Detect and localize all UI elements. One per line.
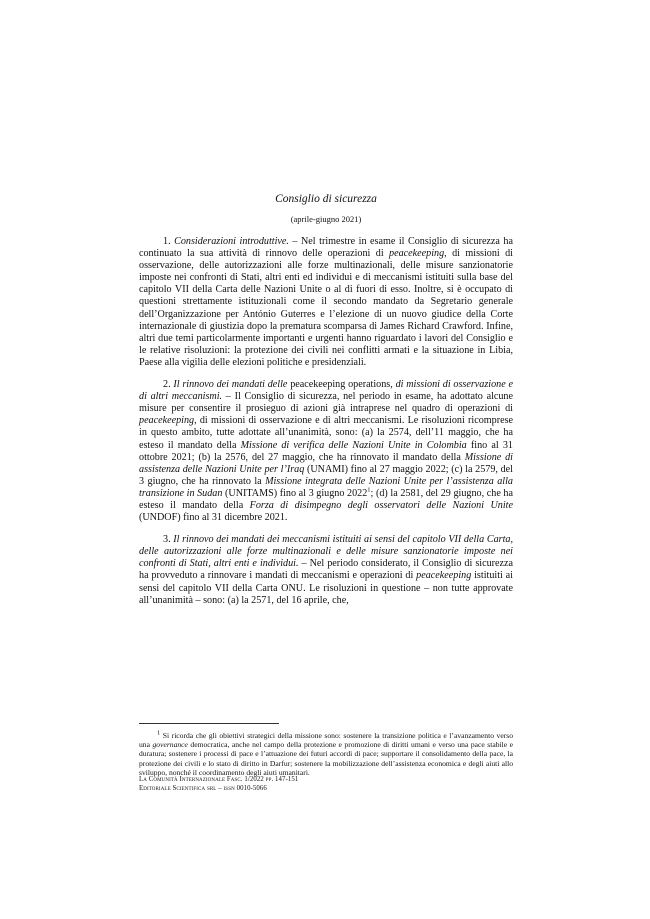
mission-name: Missione di verifica delle Nazioni Unite in Colombia bbox=[240, 439, 467, 451]
italic-term: peacekeeping bbox=[139, 415, 195, 427]
page-subtitle-period: (aprile-giugno 2021) bbox=[290, 214, 362, 224]
paragraph-text: – Nel periodo considerato, il Consiglio di sicurezza ha provveduto a rinnovare i mandati di meccanismi e operazioni di bbox=[139, 558, 513, 582]
section-number: 1. bbox=[163, 236, 175, 247]
paragraph-text: istituiti ai sensi del capitolo VII della Carta ONU. Le risoluzioni in questione – non tutte approvate all’unanimità – sono: (a) la 2571, del 16 aprile, che, bbox=[139, 570, 513, 606]
journal-citation: La Comunità Internazionale Fasc. 1/2022 pp. 147-151 bbox=[139, 776, 299, 783]
section-heading: Considerazioni introduttive. bbox=[174, 236, 289, 247]
footnote-text: democratica, anche nel campo della protezione e promozione di diritti umani e verso una pace stabile e duratura; sostenere i processi di pace e l’attuazione dei futuri accordi di pace; supportare il consolidamento della pace, la protezione dei civili e lo stato di diritto in Darfur; sostenere la mobilizzazione dell’assistenza economica e degli aiuti allo sviluppo, nonché il coordinamento degli aiuti umanitari. bbox=[139, 740, 513, 777]
footnote-divider bbox=[139, 723, 279, 724]
section-heading: Il rinnovo dei mandati dei meccanismi istituiti ai sensi del capitolo VII della Carta, delle autorizzazioni alle forze multinazionali e delle misure sanzionatorie imposte nei confronti di Stati, altri enti e individui. bbox=[139, 534, 513, 570]
mission-name: Missione integrata delle Nazioni Unite per l’assistenza alla transizione in Sudan bbox=[139, 475, 513, 499]
mission-name: Forza di disimpegno degli osservatori delle Nazioni Unite bbox=[249, 499, 513, 511]
footnote-text: Si ricorda che gli obiettivi strategici della missione sono: sostenere la transizione politica e l’avanzamento verso una bbox=[139, 731, 513, 750]
paragraph-section-1 bbox=[139, 236, 513, 369]
document-body bbox=[139, 236, 513, 607]
footnote-1 bbox=[139, 731, 513, 777]
section-heading: Il rinnovo dei mandati delle bbox=[173, 379, 288, 391]
paragraph-text: – Nel trimestre in esame il Consiglio di sicurezza ha continuato la sua attività di rinnovo delle operazioni di bbox=[139, 236, 513, 260]
mission-name: Missione di assistenza delle Nazioni Unite per l’Iraq bbox=[139, 451, 513, 475]
section-heading-roman: peacekeeping operations bbox=[287, 379, 391, 391]
italic-term: peacekeeping bbox=[389, 248, 445, 260]
italic-term: peacekeeping bbox=[416, 570, 472, 582]
paragraph-text: (UNITAMS) fino al 3 giugno 2022 bbox=[222, 487, 368, 499]
paragraph-text: ; (d) la 2581, del 29 giugno, che ha esteso il mandato della bbox=[139, 487, 513, 511]
section-number: 2. bbox=[163, 379, 174, 391]
journal-info bbox=[139, 776, 513, 793]
paragraph-text: , di missioni di osservazione, delle autorizzazioni alle forze multinazionali, delle misure sanzionatorie imposte nei confronti di Stati, altri enti ed individui e di meccanismi istituiti sulla base del capitolo VII della Carta delle Nazioni Unite o al di fuori di esso. Inoltre, si è occupato di questioni strettamente istituzionali come il secondo mandato da Segretario generale dell’Organizzazione per António Guterres e l’elezione di un nuovo giudice della Corte internazionale di giustizia dopo la prematura scomparsa di James Richard Crawford. Infine, altri due temi particolarmente importanti e urgenti hanno riguardato i lavori del Consiglio e le relative risoluzioni: la protezione dei civili nei conflitti armati e la situazione in Libia, Paese alla vigilia delle elezioni politiche e presidenziali. bbox=[139, 248, 513, 368]
paragraph-section-2 bbox=[139, 379, 513, 524]
paragraph-text: (UNAMI) fino al 27 maggio 2022; (c) la 2579, del 3 giugno, che ha rinnovato la bbox=[139, 463, 513, 487]
publisher-issn: Editoriale Scientifica srl – issn 0010-5066 bbox=[139, 784, 267, 792]
paragraph-text: , di missioni di osservazione e di altri meccanismi. Le risoluzioni ricomprese in questo ambito, tutte adottate all’unanimità, sono: (a) la 2574, dell’11 maggio, che ha esteso il mandato della bbox=[139, 415, 513, 451]
footnote bbox=[139, 731, 513, 777]
paragraph-text: (UNDOF) fino al 31 dicembre 2021. bbox=[139, 512, 288, 524]
italic-term: governance bbox=[152, 740, 188, 750]
paragraph-text: fino al 31 ottobre 2021; (b) la 2576, del 27 maggio, che ha rinnovato il mandato della bbox=[139, 439, 513, 463]
section-heading: , di missioni di osservazione e di altri meccanismi. bbox=[139, 379, 513, 403]
paragraph-section-3 bbox=[139, 534, 513, 607]
footnote-reference[interactable]: 1 bbox=[367, 486, 371, 494]
paragraph-text: – Il Consiglio di sicurezza, nel periodo in esame, ha adottato alcune misure per consentire il prosieguo di azioni già intraprese nel quadro di operazioni di bbox=[139, 391, 513, 415]
section-number: 3. bbox=[163, 534, 174, 546]
page-title: Consiglio di sicurezza bbox=[275, 193, 377, 205]
footnote-mark: 1 bbox=[157, 729, 161, 737]
